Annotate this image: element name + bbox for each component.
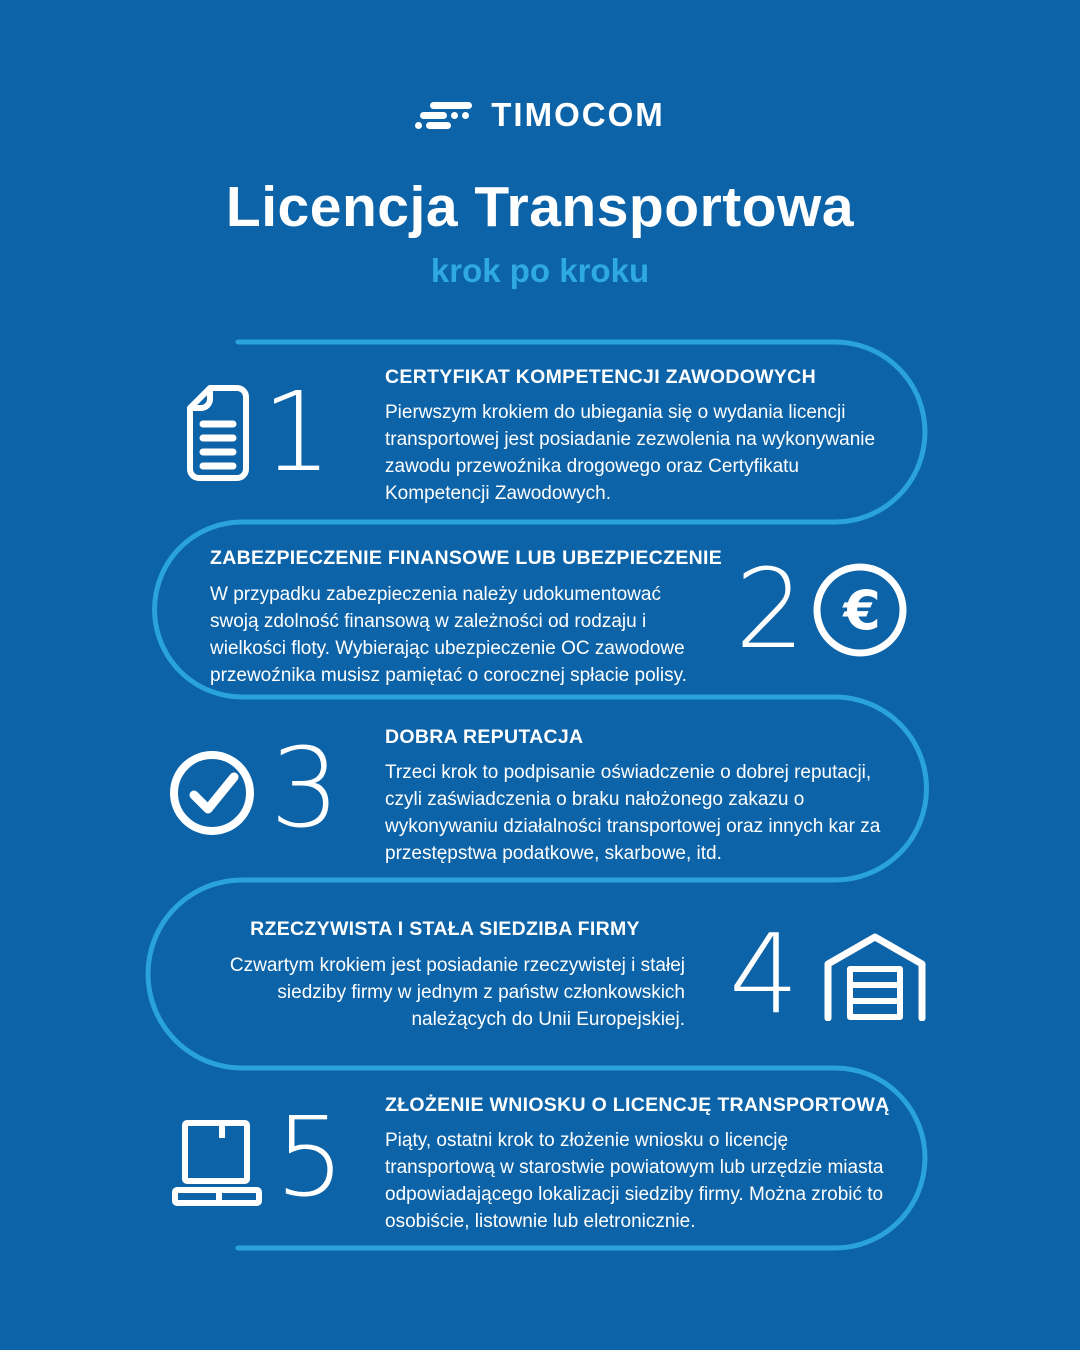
check-circle-icon: [169, 750, 255, 836]
timocom-logo-text: TIMOCOM: [491, 96, 665, 133]
step-number: 5: [275, 1093, 345, 1221]
step-body: Czwartym krokiem jest posiadanie rzeczywistej i stałej siedziby firmy w jednym z państw członkowskich należących do Unii Europejskiej.: [229, 955, 685, 1030]
laptop-icon: [172, 1120, 262, 1206]
euro-icon: [812, 562, 908, 658]
step-body: Trzeci krok to podpisanie oświadczenie o dobrej reputacji, czyli zaświadczenia o braku nałożonego zakazu o wykonywaniu działalności transportowej oraz innych kar za przestępstwa podatkowe, skarbowe, itd.: [385, 762, 881, 864]
step-body: Pierwszym krokiem do ubiegania się o wydania licencji transportowej jest posiadanie zezwolenia na wykonywanie zawodu przewoźnika drogowego oraz Certyfikatu Kompetencji Zawodowych.: [385, 402, 876, 504]
step-heading: RZECZYWISTA I STAŁA SIEDZIBA FIRMY: [250, 918, 640, 940]
step-heading: ZABEZPIECZENIE FINANSOWE LUB UBEZPIECZENIE: [210, 547, 723, 569]
step-heading: DOBRA REPUTACJA: [385, 726, 584, 748]
step-number: 4: [729, 910, 799, 1038]
step-heading: CERTYFIKAT KOMPETENCJI ZAWODOWYCH: [385, 366, 816, 388]
svg-text:€: €: [843, 579, 881, 642]
step-number: 1: [262, 368, 332, 496]
step-body: Piąty, ostatni krok to złożenie wniosku o licencję transportową w starostwie powiatowym lub urzędzie miasta odpowiadającego lokalizacji siedziby firmy. Można zrobić to osobiście, listownie lub eletronicznie.: [385, 1130, 884, 1232]
step-number: 3: [270, 724, 340, 852]
step-number: 2: [735, 545, 805, 673]
document-icon: [185, 384, 251, 482]
garage-icon: [820, 929, 930, 1021]
step-body: W przypadku zabezpieczenia należy udokumentować swoją zdolność finansową w zależności od rodzaju i wielkości floty. Wybierając ubezpieczenie OC zawodowe przewoźnika musisz pamiętać o corocznej spłacie polisy.: [210, 584, 687, 686]
page-subtitle: krok po kroku: [430, 252, 650, 289]
page-title: Licencja Transportowa: [225, 175, 855, 239]
step-heading: ZŁOŻENIE WNIOSKU O LICENCJĘ TRANSPORTOWĄ: [385, 1094, 890, 1116]
timocom-logo-icon: [415, 102, 477, 129]
timocom-logo: [0, 96, 1080, 134]
